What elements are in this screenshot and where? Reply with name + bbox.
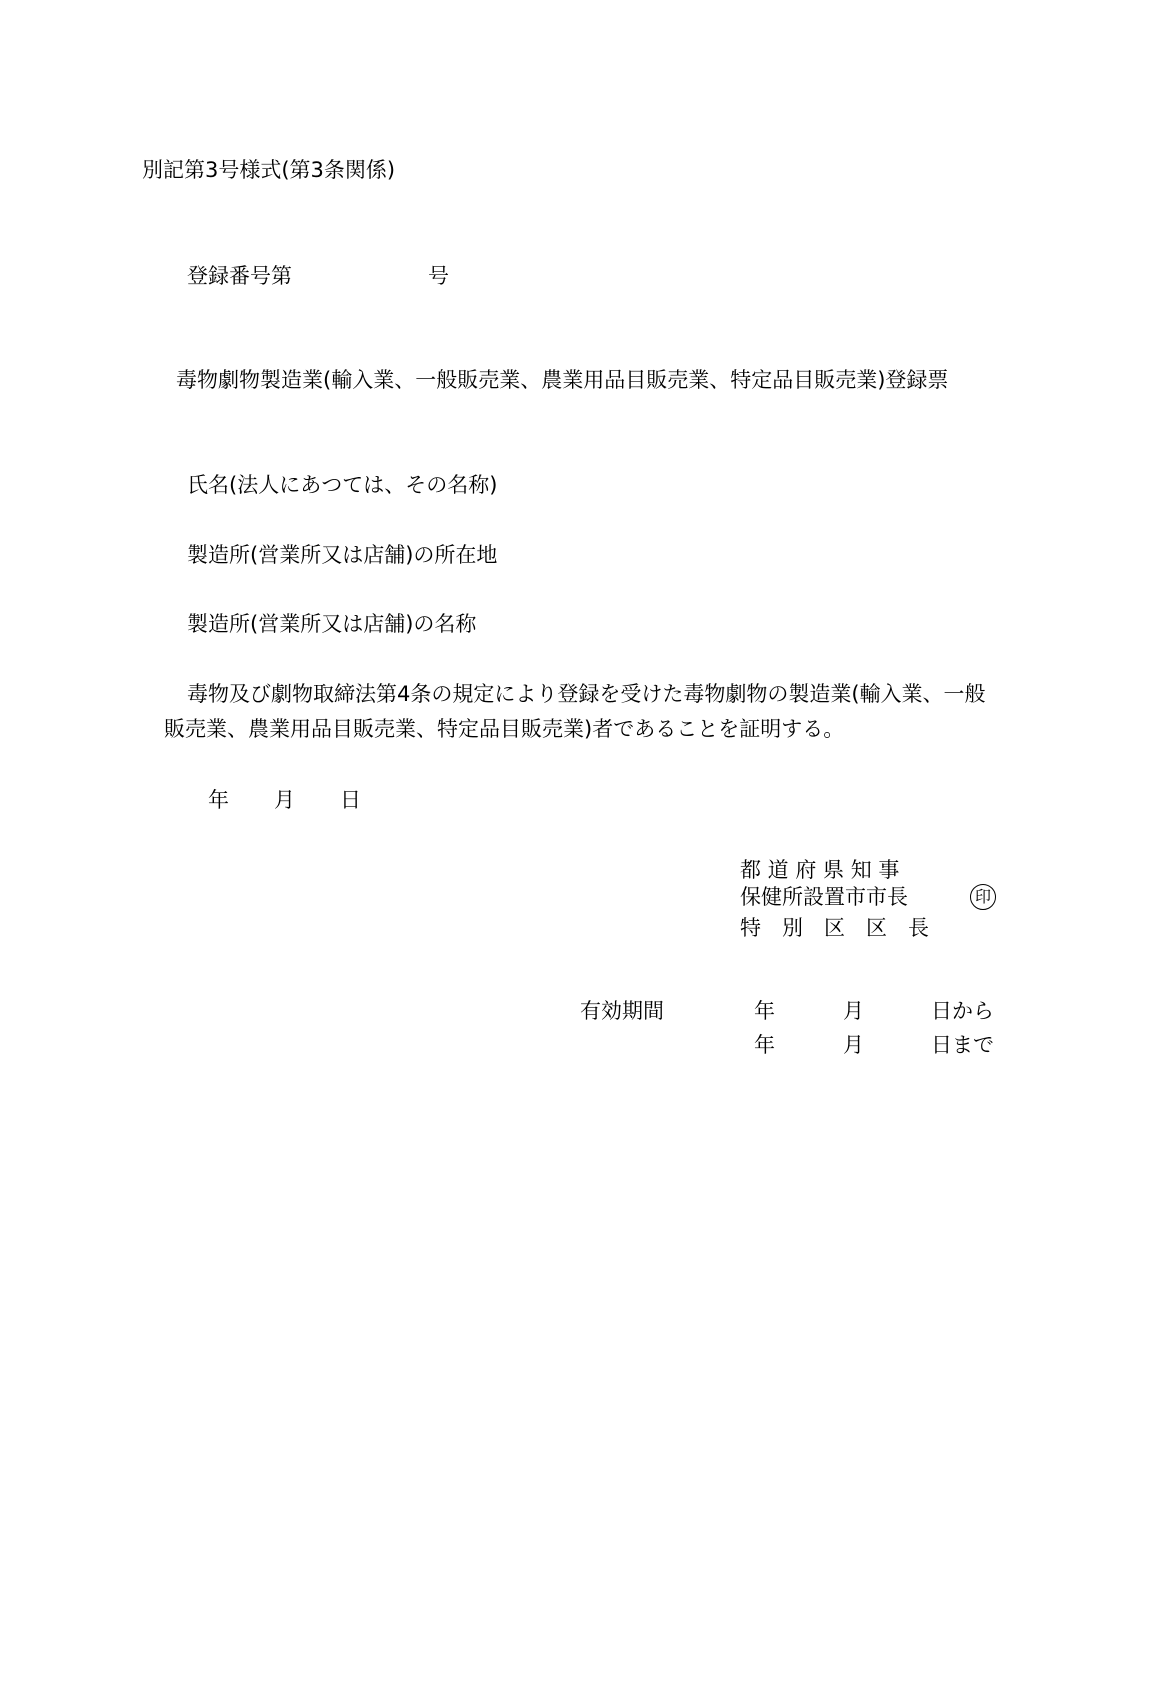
seal-mark: 印 (970, 884, 996, 910)
issue-date-month: 月 (274, 788, 295, 812)
validity-to-month: 月 (843, 1033, 864, 1057)
field-location: 製造所(営業所又は店舗)の所在地 (187, 543, 498, 567)
issuer-city-mayor: 保健所設置市市長 (740, 885, 908, 909)
field-facility-name: 製造所(営業所又は店舗)の名称 (187, 612, 477, 636)
certification-line-1: 毒物及び劇物取締法第4条の規定により登録を受けた毒物劇物の製造業(輸入業、一般 (187, 682, 986, 706)
certification-line-2: 販売業、農業用品目販売業、特定品目販売業)者であることを証明する。 (164, 717, 845, 741)
validity-from-year: 年 (754, 999, 775, 1023)
issue-date-year: 年 (208, 788, 229, 812)
validity-label: 有効期間 (580, 999, 664, 1023)
validity-from-month: 月 (843, 999, 864, 1023)
issuer-prefectural-governor: 都 道 府 県 知 事 (740, 858, 900, 882)
field-name: 氏名(法人にあつては、その名称) (187, 473, 498, 497)
issuer-ward-mayor: 特 別 区 区 長 (740, 916, 929, 940)
issue-date-day: 日 (340, 788, 361, 812)
registration-number-suffix: 号 (428, 264, 449, 288)
document-title: 毒物劇物製造業(輸入業、一般販売業、農業用品目販売業、特定品目販売業)登録票 (176, 368, 949, 392)
validity-to-day: 日まで (931, 1033, 994, 1057)
registration-number-prefix: 登録番号第 (187, 264, 292, 288)
validity-from-day: 日から (931, 999, 994, 1023)
validity-to-year: 年 (754, 1033, 775, 1057)
form-label: 別記第3号様式(第3条関係) (142, 158, 396, 182)
